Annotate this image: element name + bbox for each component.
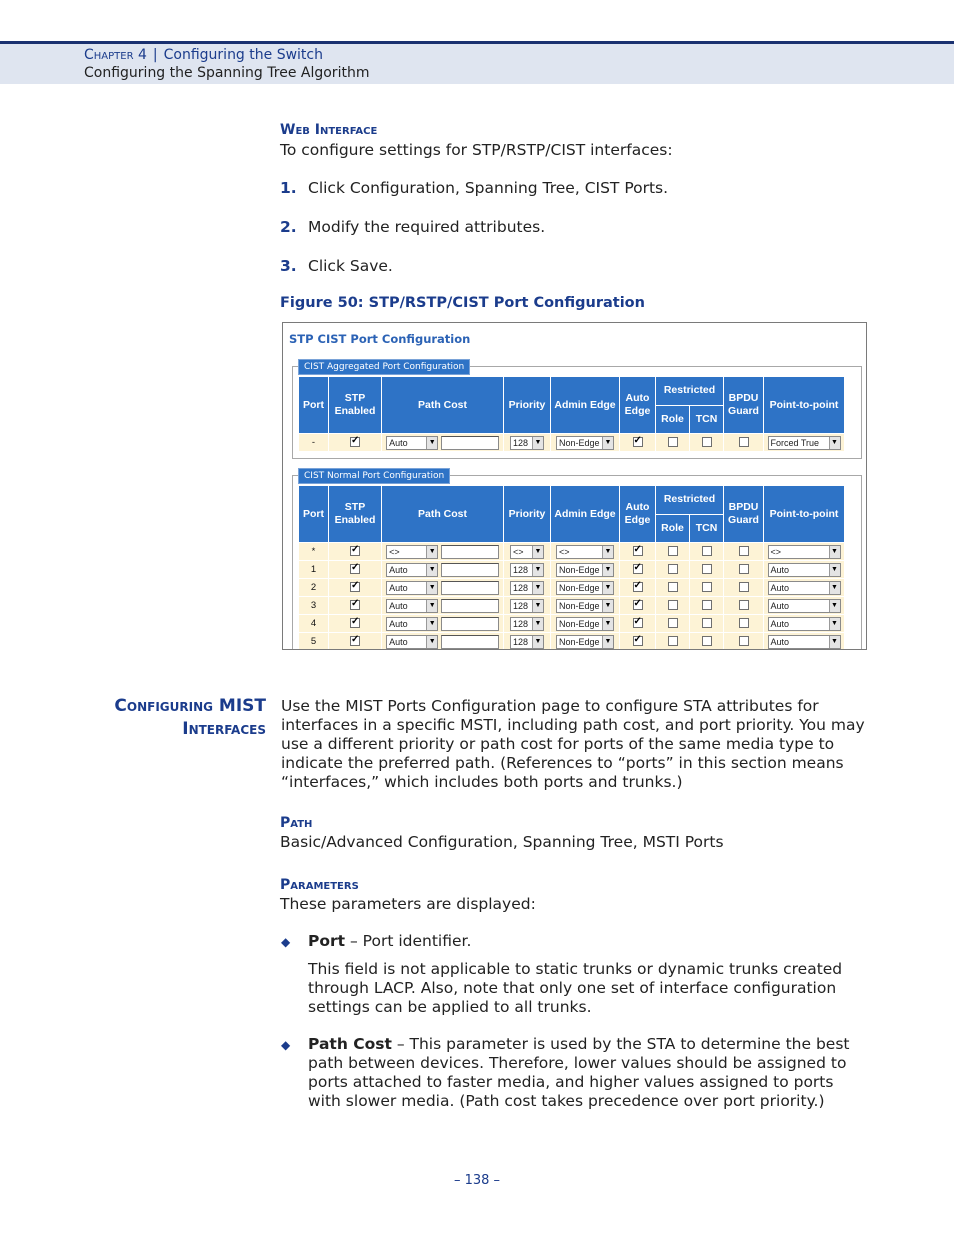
- stp-enabled-checkbox[interactable]: [350, 582, 360, 592]
- pathcost-line: with slower media. (Path cost takes precedence over port priority.): [308, 1092, 825, 1110]
- path-cost-cell: [382, 615, 503, 632]
- select-value: Auto: [770, 582, 790, 593]
- admin-edge-cell: [551, 597, 619, 614]
- tcn-cell: [690, 579, 723, 596]
- priority-cell: [504, 434, 550, 451]
- pathcost-line: path between devices. Therefore, lower values should be assigned to: [308, 1054, 847, 1072]
- intro-line: Use the MIST Ports Configuration page to configure STA attributes for: [281, 697, 819, 715]
- point-to-point-cell: [764, 434, 844, 451]
- admin-edge-select[interactable]: [556, 635, 614, 649]
- col-header-stp-enabled: STP Enabled: [329, 486, 381, 542]
- point-to-point-cell: [764, 633, 844, 650]
- aggregated-fieldset: [292, 362, 862, 459]
- col-header-tcn: TCN: [690, 515, 723, 543]
- restricted-role-checkbox[interactable]: [668, 636, 678, 646]
- chevron-down-icon: ▼: [829, 564, 840, 576]
- admin-edge-cell: [551, 633, 619, 650]
- point-to-point-select[interactable]: [768, 436, 841, 450]
- step-text: Click Configuration, Spanning Tree, CIST Ports.: [308, 179, 669, 197]
- admin-edge-select[interactable]: [556, 436, 614, 450]
- path-cost-select[interactable]: [386, 436, 438, 450]
- chevron-down-icon: ▼: [532, 600, 543, 612]
- select-value: <>: [559, 546, 570, 557]
- auto-edge-cell: [620, 615, 655, 632]
- priority-select[interactable]: [510, 581, 544, 595]
- chevron-down-icon: ▼: [426, 582, 437, 594]
- auto-edge-cell: [620, 561, 655, 578]
- col-header-restricted: Restricted: [656, 486, 723, 514]
- port-cell: 1: [299, 561, 328, 578]
- col-header-path-cost: Path Cost: [382, 486, 503, 542]
- bullet-diamond-icon: ◆: [281, 935, 291, 949]
- auto-edge-checkbox[interactable]: [633, 546, 643, 556]
- path-cost-select[interactable]: [386, 635, 438, 649]
- mist-heading-line: Configuring MIST: [114, 696, 266, 716]
- chapter-line: [84, 47, 323, 63]
- col-header-tcn: TCN: [690, 406, 723, 434]
- chevron-down-icon: ▼: [532, 437, 543, 449]
- restricted-tcn-checkbox[interactable]: [702, 437, 712, 447]
- col-header-auto-edge: Auto Edge: [620, 486, 655, 542]
- figure-caption: Figure 50: STP/RSTP/CIST Port Configuration: [280, 295, 645, 311]
- pathcost-line: – This parameter is used by the STA to determine the best: [391, 1035, 850, 1053]
- select-value: Auto: [770, 618, 790, 629]
- col-header-bpdu-guard: BPDU Guard: [724, 377, 763, 433]
- chapter-title: Configuring the Switch: [163, 47, 323, 63]
- restricted-tcn-checkbox[interactable]: [702, 600, 712, 610]
- chevron-down-icon: ▼: [602, 546, 613, 558]
- port-param: [308, 932, 471, 951]
- select-value: Auto: [389, 437, 408, 448]
- select-value: Non-Edge: [559, 636, 600, 647]
- path-cost-select[interactable]: [386, 581, 438, 595]
- restricted-role-checkbox[interactable]: [668, 564, 678, 574]
- section-title: Configuring the Spanning Tree Algorithm: [84, 65, 370, 81]
- stp-enabled-checkbox[interactable]: [350, 546, 360, 556]
- intro-line: use a different priority or path cost for ports of the same media type to: [281, 735, 835, 753]
- stp-enabled-cell: [329, 615, 381, 632]
- point-to-point-cell: [764, 615, 844, 632]
- path-cost-cell: [382, 434, 503, 451]
- col-header-priority: Priority: [504, 377, 550, 433]
- port-note: [308, 960, 842, 1017]
- role-cell: [656, 543, 689, 560]
- bpdu-guard-checkbox[interactable]: [739, 600, 749, 610]
- chevron-down-icon: ▼: [602, 564, 613, 576]
- note-line: This field is not applicable to static trunks or dynamic trunks created: [308, 960, 843, 978]
- chevron-down-icon: ▼: [532, 636, 543, 648]
- restricted-role-checkbox[interactable]: [668, 437, 678, 447]
- tcn-cell: [690, 633, 723, 650]
- col-header-restricted: Restricted: [656, 377, 723, 405]
- table-row: [299, 579, 844, 596]
- path-cost-input[interactable]: [441, 617, 499, 631]
- path-cost-cell: [382, 561, 503, 578]
- port-desc: – Port identifier.: [345, 932, 472, 950]
- tcn-cell: [690, 561, 723, 578]
- restricted-tcn-checkbox[interactable]: [702, 636, 712, 646]
- priority-cell: [504, 597, 550, 614]
- role-cell: [656, 579, 689, 596]
- chevron-down-icon: ▼: [532, 618, 543, 630]
- role-cell: [656, 561, 689, 578]
- chevron-down-icon: ▼: [602, 636, 613, 648]
- bpdu-guard-checkbox[interactable]: [739, 564, 749, 574]
- auto-edge-cell: [620, 543, 655, 560]
- pathcost-term: Path Cost: [308, 1035, 392, 1053]
- select-value: 128: [513, 636, 529, 647]
- restricted-tcn-checkbox[interactable]: [702, 618, 712, 628]
- page-header: [0, 41, 954, 84]
- chevron-down-icon: ▼: [426, 636, 437, 648]
- col-header-bpdu-guard: BPDU Guard: [724, 486, 763, 542]
- parameters-intro: These parameters are displayed:: [280, 895, 536, 913]
- step-number: 3.: [280, 257, 297, 275]
- admin-edge-cell: [551, 579, 619, 596]
- stp-enabled-checkbox[interactable]: [350, 600, 360, 610]
- table-row: [299, 633, 844, 650]
- col-header-priority: Priority: [504, 486, 550, 542]
- chevron-down-icon: ▼: [426, 437, 437, 449]
- path-cost-input[interactable]: [441, 545, 499, 559]
- stp-enabled-cell: [329, 579, 381, 596]
- stp-enabled-checkbox[interactable]: [350, 636, 360, 646]
- role-cell: [656, 615, 689, 632]
- bpdu-guard-cell: [724, 579, 763, 596]
- point-to-point-cell: [764, 543, 844, 560]
- select-value: Forced True: [770, 437, 820, 448]
- stp-enabled-checkbox[interactable]: [350, 618, 360, 628]
- mist-heading-line: Interfaces: [182, 719, 266, 739]
- chevron-down-icon: ▼: [829, 600, 840, 612]
- select-value: Non-Edge: [559, 600, 600, 611]
- chevron-down-icon: ▼: [602, 582, 613, 594]
- path-heading: Path: [280, 815, 313, 831]
- chevron-down-icon: ▼: [602, 618, 613, 630]
- normal-table: [298, 485, 845, 650]
- chevron-down-icon: ▼: [602, 437, 613, 449]
- bpdu-guard-checkbox[interactable]: [739, 546, 749, 556]
- priority-select[interactable]: [510, 545, 544, 559]
- chevron-down-icon: ▼: [829, 636, 840, 648]
- chevron-down-icon: ▼: [532, 582, 543, 594]
- intro-line: interfaces in a specific MSTI, including path cost, and port priority. You may: [281, 716, 865, 734]
- chevron-down-icon: ▼: [426, 618, 437, 630]
- mist-side-heading: [114, 695, 266, 741]
- restricted-role-checkbox[interactable]: [668, 546, 678, 556]
- path-cost-input[interactable]: [441, 581, 499, 595]
- point-to-point-select[interactable]: [768, 617, 841, 631]
- priority-select[interactable]: [510, 563, 544, 577]
- screenshot-title: STP CIST Port Configuration: [289, 332, 471, 346]
- note-line: settings can be applied to all trunks.: [308, 998, 592, 1016]
- select-value: 128: [513, 582, 529, 593]
- chapter-label: Chapter 4: [84, 47, 147, 63]
- chevron-down-icon: ▼: [532, 564, 543, 576]
- restricted-role-checkbox[interactable]: [668, 600, 678, 610]
- col-header-port: Port: [299, 486, 328, 542]
- stp-enabled-cell: [329, 597, 381, 614]
- select-value: <>: [770, 546, 782, 557]
- point-to-point-select[interactable]: [768, 635, 841, 649]
- select-value: Non-Edge: [559, 582, 600, 593]
- admin-edge-cell: [551, 615, 619, 632]
- intro-line: “interfaces,” which includes both ports and trunks.): [281, 773, 683, 791]
- stp-enabled-cell: [329, 543, 381, 560]
- path-cost-input[interactable]: [441, 436, 499, 450]
- admin-edge-select[interactable]: [556, 545, 614, 559]
- port-term: Port: [308, 932, 346, 950]
- bpdu-guard-cell: [724, 561, 763, 578]
- auto-edge-cell: [620, 434, 655, 451]
- select-value: Non-Edge: [559, 437, 600, 448]
- priority-cell: [504, 579, 550, 596]
- bpdu-guard-checkbox[interactable]: [739, 618, 749, 628]
- col-header-point-to-point: Point-to-point: [764, 486, 844, 542]
- path-cost-cell: [382, 579, 503, 596]
- priority-select[interactable]: [510, 436, 544, 450]
- admin-edge-cell: [551, 543, 619, 560]
- select-value: Auto: [770, 564, 790, 575]
- col-header-auto-edge: Auto Edge: [620, 377, 655, 433]
- normal-fieldset: [292, 471, 862, 650]
- col-header-role: Role: [656, 515, 689, 543]
- header-separator: |: [152, 47, 158, 63]
- select-value: 128: [513, 564, 529, 575]
- bpdu-guard-checkbox[interactable]: [739, 582, 749, 592]
- auto-edge-cell: [620, 579, 655, 596]
- stp-enabled-cell: [329, 561, 381, 578]
- header-row: [299, 486, 844, 514]
- stp-enabled-checkbox[interactable]: [350, 564, 360, 574]
- point-to-point-select[interactable]: [768, 545, 841, 559]
- admin-edge-select[interactable]: [556, 563, 614, 577]
- port-cell: 4: [299, 615, 328, 632]
- mist-intro: [281, 697, 865, 792]
- bpdu-guard-cell: [724, 434, 763, 451]
- tcn-cell: [690, 615, 723, 632]
- col-header-port: Port: [299, 377, 328, 433]
- select-value: Auto: [389, 636, 408, 647]
- select-value: 128: [513, 618, 529, 629]
- port-cell: 5: [299, 633, 328, 650]
- chevron-down-icon: ▼: [829, 546, 840, 558]
- priority-select[interactable]: [510, 599, 544, 613]
- point-to-point-cell: [764, 561, 844, 578]
- select-value: Auto: [389, 564, 408, 575]
- stp-enabled-cell: [329, 434, 381, 451]
- restricted-tcn-checkbox[interactable]: [702, 564, 712, 574]
- role-cell: [656, 597, 689, 614]
- point-to-point-select[interactable]: [768, 581, 841, 595]
- col-header-path-cost: Path Cost: [382, 377, 503, 433]
- path-text: Basic/Advanced Configuration, Spanning Tree, MSTI Ports: [280, 833, 724, 851]
- col-header-point-to-point: Point-to-point: [764, 377, 844, 433]
- step-text: Modify the required attributes.: [308, 218, 546, 236]
- select-value: Auto: [770, 600, 790, 611]
- col-header-stp-enabled: STP Enabled: [329, 377, 381, 433]
- restricted-tcn-checkbox[interactable]: [702, 546, 712, 556]
- step-number: 1.: [280, 179, 297, 197]
- path-cost-select[interactable]: [386, 617, 438, 631]
- path-cost-cell: [382, 597, 503, 614]
- path-cost-cell: [382, 543, 503, 560]
- table-row: [299, 434, 844, 451]
- point-to-point-cell: [764, 579, 844, 596]
- chevron-down-icon: ▼: [426, 546, 437, 558]
- point-to-point-select[interactable]: [768, 563, 841, 577]
- stp-enabled-checkbox[interactable]: [350, 437, 360, 447]
- chevron-down-icon: ▼: [829, 582, 840, 594]
- table-row: [299, 543, 844, 560]
- tcn-cell: [690, 543, 723, 560]
- priority-cell: [504, 543, 550, 560]
- select-value: Auto: [389, 582, 408, 593]
- priority-select[interactable]: [510, 617, 544, 631]
- step-number: 2.: [280, 218, 297, 236]
- select-value: <>: [389, 546, 400, 557]
- admin-edge-select[interactable]: [556, 599, 614, 613]
- auto-edge-checkbox[interactable]: [633, 618, 643, 628]
- auto-edge-checkbox[interactable]: [633, 636, 643, 646]
- bpdu-guard-cell: [724, 615, 763, 632]
- path-cost-select[interactable]: [386, 545, 438, 559]
- bpdu-guard-cell: [724, 597, 763, 614]
- auto-edge-checkbox[interactable]: [633, 582, 643, 592]
- path-cost-input[interactable]: [441, 635, 499, 649]
- stp-cist-screenshot: [282, 322, 867, 650]
- bpdu-guard-cell: [724, 633, 763, 650]
- chevron-down-icon: ▼: [426, 564, 437, 576]
- port-cell: -: [299, 434, 328, 451]
- path-cost-cell: [382, 633, 503, 650]
- port-cell: *: [299, 543, 328, 560]
- table-row: [299, 597, 844, 614]
- pathcost-param: [308, 1035, 849, 1111]
- select-value: 128: [513, 437, 529, 448]
- restricted-role-checkbox[interactable]: [668, 582, 678, 592]
- stp-enabled-cell: [329, 633, 381, 650]
- point-to-point-cell: [764, 597, 844, 614]
- restricted-role-checkbox[interactable]: [668, 618, 678, 628]
- admin-edge-cell: [551, 561, 619, 578]
- col-header-admin-edge: Admin Edge: [551, 486, 619, 542]
- chevron-down-icon: ▼: [829, 618, 840, 630]
- table-row: [299, 561, 844, 578]
- chevron-down-icon: ▼: [602, 600, 613, 612]
- intro-line: indicate the preferred path. (References to “ports” in this section means: [281, 754, 844, 772]
- bpdu-guard-cell: [724, 543, 763, 560]
- port-cell: 3: [299, 597, 328, 614]
- pathcost-line: ports attached to faster media, and higher values assigned to ports: [308, 1073, 834, 1091]
- select-value: Auto: [389, 600, 408, 611]
- path-cost-select[interactable]: [386, 563, 438, 577]
- bullet-diamond-icon: ◆: [281, 1038, 291, 1052]
- auto-edge-checkbox[interactable]: [633, 437, 643, 447]
- normal-legend: CIST Normal Port Configuration: [298, 468, 450, 484]
- page-number: – 138 –: [453, 1173, 501, 1188]
- admin-edge-cell: [551, 434, 619, 451]
- select-value: 128: [513, 600, 529, 611]
- restricted-tcn-checkbox[interactable]: [702, 582, 712, 592]
- table-row: [299, 615, 844, 632]
- bpdu-guard-checkbox[interactable]: [739, 437, 749, 447]
- role-cell: [656, 434, 689, 451]
- tcn-cell: [690, 597, 723, 614]
- col-header-role: Role: [656, 406, 689, 434]
- auto-edge-cell: [620, 597, 655, 614]
- auto-edge-checkbox[interactable]: [633, 564, 643, 574]
- path-cost-input[interactable]: [441, 599, 499, 613]
- select-value: <>: [513, 546, 524, 557]
- chevron-down-icon: ▼: [532, 546, 543, 558]
- header-row: [299, 377, 844, 405]
- priority-select[interactable]: [510, 635, 544, 649]
- priority-cell: [504, 561, 550, 578]
- select-value: Auto: [389, 618, 408, 629]
- col-header-admin-edge: Admin Edge: [551, 377, 619, 433]
- path-cost-input[interactable]: [441, 563, 499, 577]
- role-cell: [656, 633, 689, 650]
- auto-edge-checkbox[interactable]: [633, 600, 643, 610]
- path-cost-select[interactable]: [386, 599, 438, 613]
- auto-edge-cell: [620, 633, 655, 650]
- note-line: through LACP. Also, note that only one set of interface configuration: [308, 979, 837, 997]
- select-value: Auto: [770, 636, 790, 647]
- admin-edge-select[interactable]: [556, 581, 614, 595]
- select-value: Non-Edge: [559, 618, 600, 629]
- step-text: Click Save.: [308, 257, 393, 275]
- priority-cell: [504, 615, 550, 632]
- tcn-cell: [690, 434, 723, 451]
- web-interface-heading: Web Interface: [280, 122, 378, 138]
- aggregated-legend: CIST Aggregated Port Configuration: [298, 359, 470, 375]
- point-to-point-select[interactable]: [768, 599, 841, 613]
- admin-edge-select[interactable]: [556, 617, 614, 631]
- chevron-down-icon: ▼: [426, 600, 437, 612]
- priority-cell: [504, 633, 550, 650]
- select-value: Non-Edge: [559, 564, 600, 575]
- bpdu-guard-checkbox[interactable]: [739, 636, 749, 646]
- parameters-heading: Parameters: [280, 877, 359, 893]
- chevron-down-icon: ▼: [829, 437, 840, 449]
- aggregated-table: [298, 376, 845, 452]
- web-interface-intro: To configure settings for STP/RSTP/CIST interfaces:: [280, 141, 673, 159]
- port-cell: 2: [299, 579, 328, 596]
